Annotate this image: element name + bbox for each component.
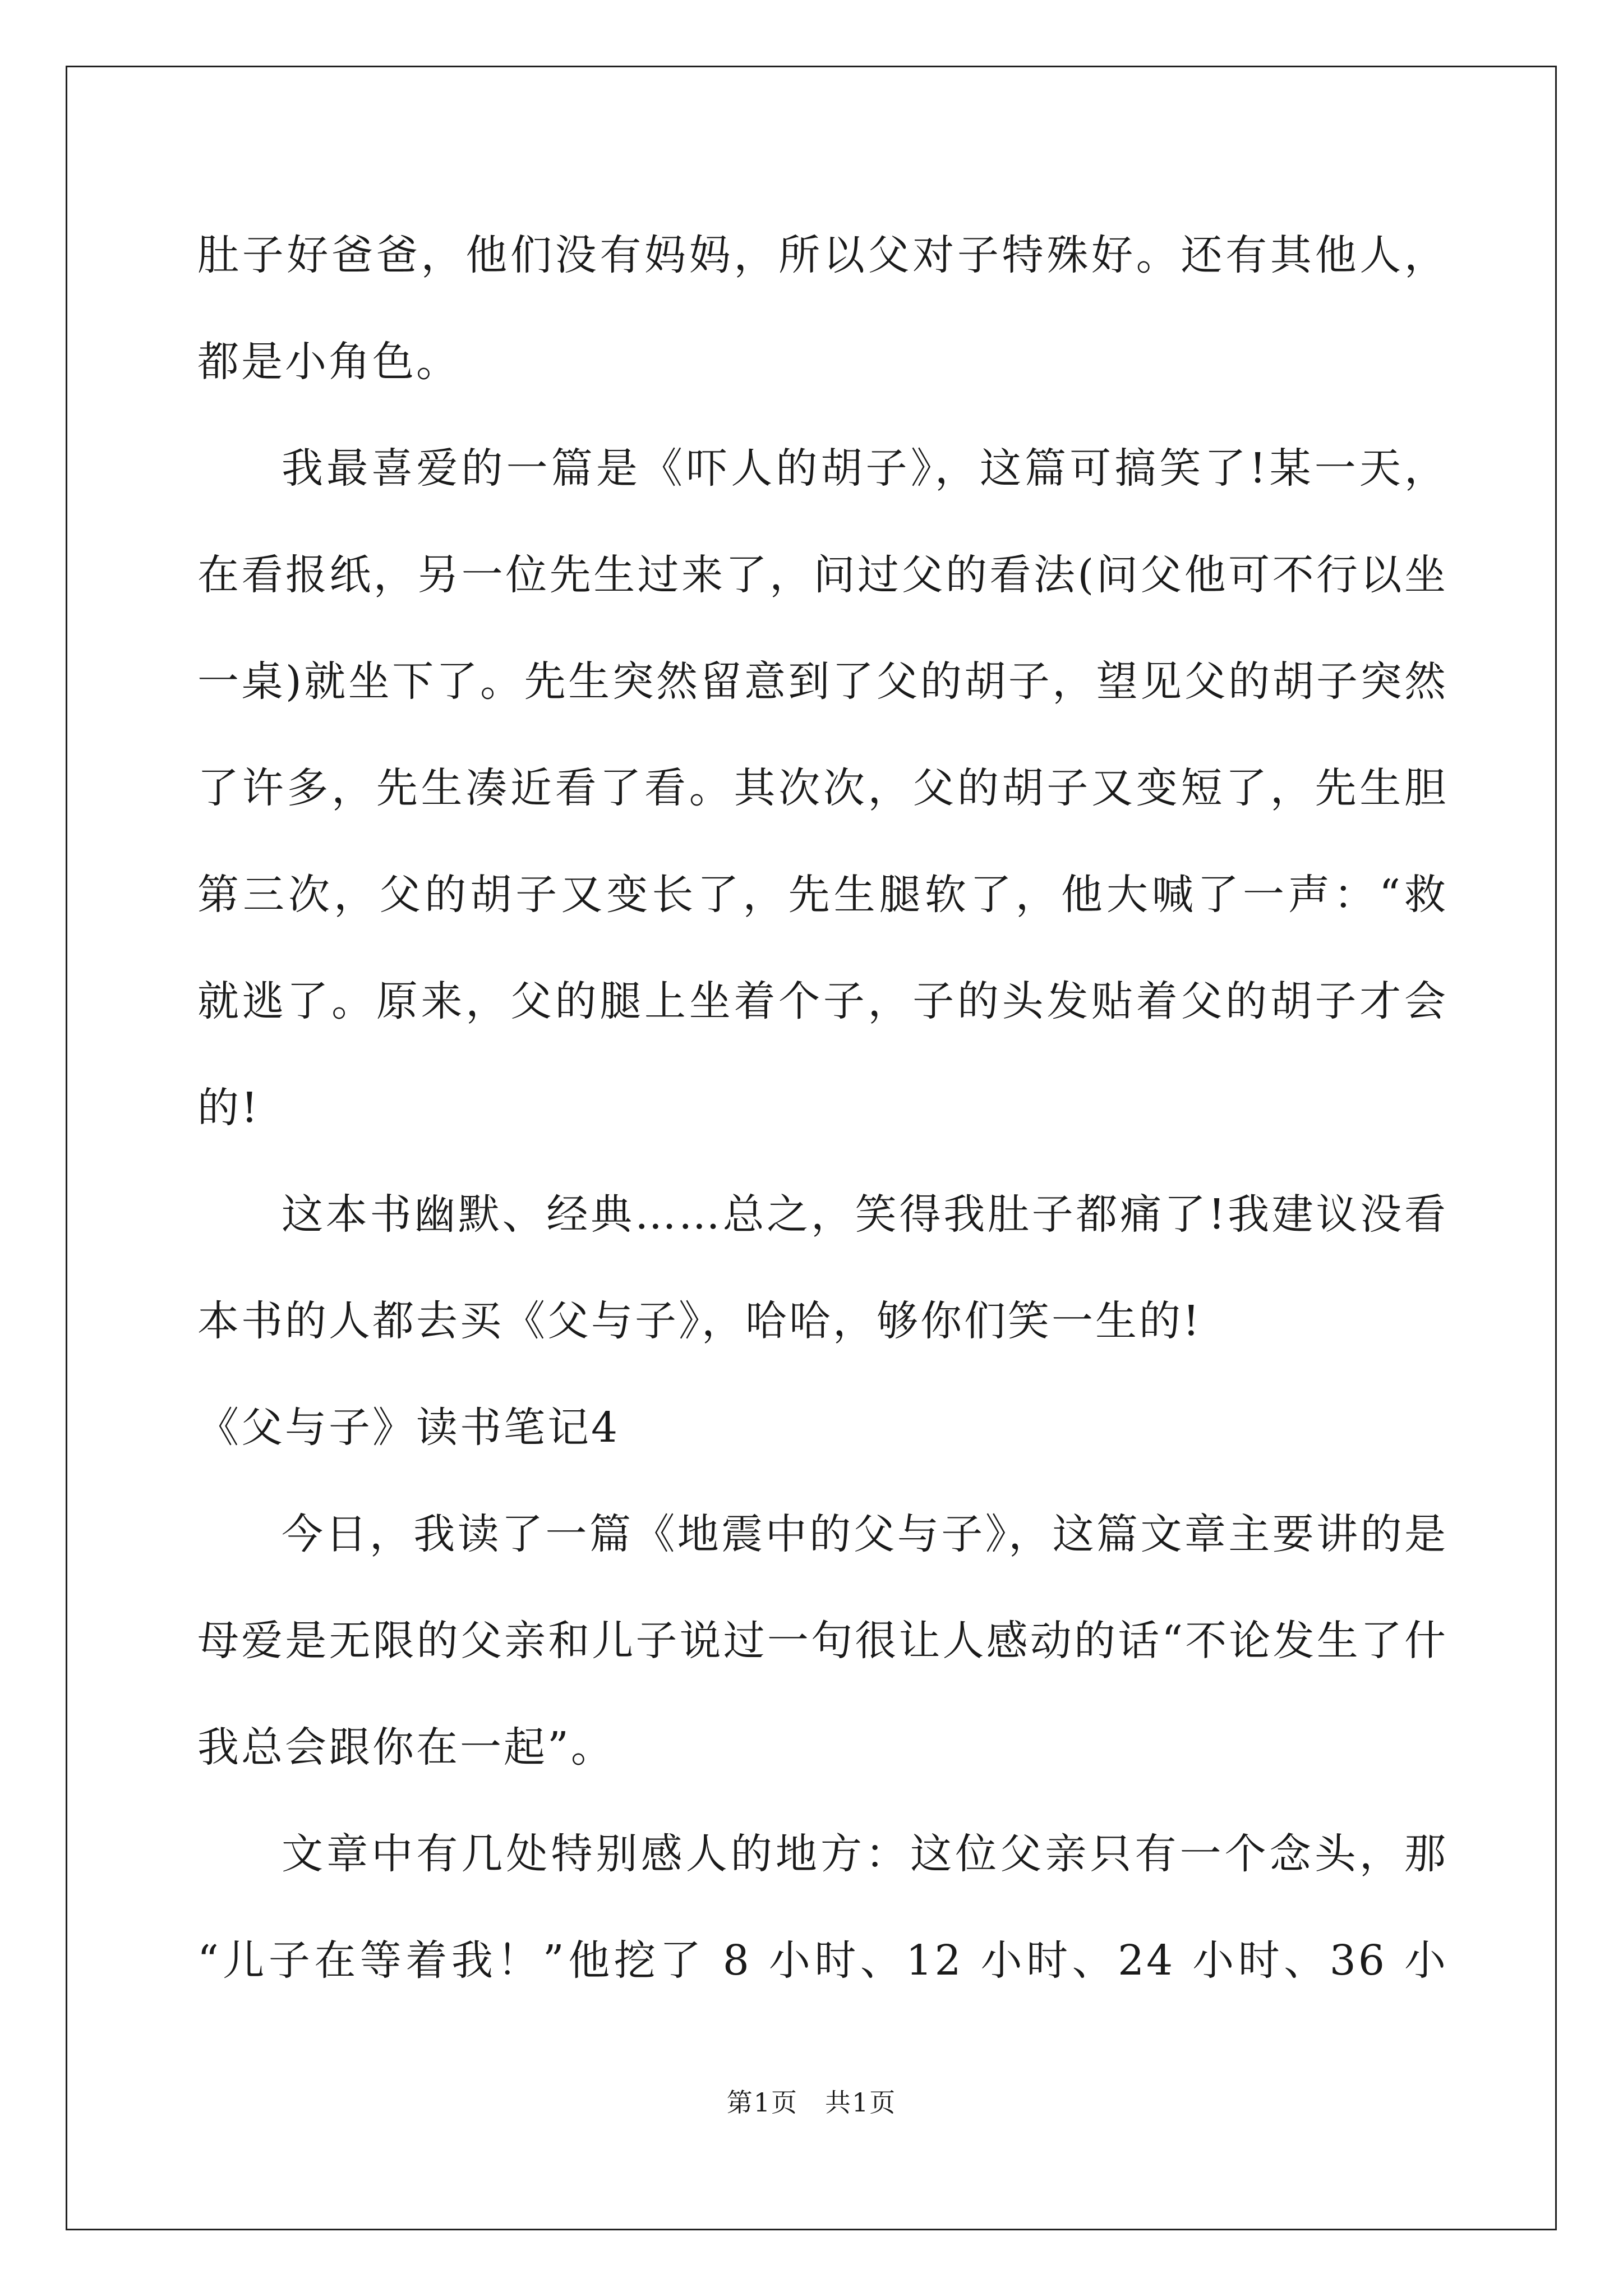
paragraph-start-line: 今日，我读了一篇《地震中的父与子》，这篇文章主要讲的是 [282, 1510, 1448, 1558]
section-heading: 《父与子》读书笔记4 [197, 1404, 620, 1452]
document-body [197, 202, 1448, 2014]
text-line: 我总会跟你在一起”。 [197, 1723, 615, 1772]
text-line: 一桌)就坐下了。先生突然留意到了父的胡子，望见父的胡子突然 [197, 657, 1448, 706]
text-line: 母爱是无限的父亲和儿子说过一句很让人感动的话“不论发生了什 [197, 1617, 1448, 1665]
text-line: 了许多，先生凑近看了看。其次次，父的胡子又变短了，先生胆 [197, 764, 1448, 812]
text-line: 的! [197, 1084, 260, 1132]
text-line: 肚子好爸爸，他们没有妈妈，所以父对子特殊好。还有其他人， [197, 231, 1448, 279]
paragraph-start-line: 我最喜爱的一篇是《吓人的胡子》，这篇可搞笑了!某一天， [282, 444, 1448, 493]
paragraph-start-line: 这本书幽默、经典……总之，笑得我肚子都痛了!我建议没看 [282, 1190, 1448, 1239]
text-line: 就逃了。原来，父的腿上坐着个子，子的头发贴着父的胡子才会 [197, 977, 1448, 1025]
page-number-footer: 第1页 共1页 [726, 2087, 897, 2118]
text-line: 本书的人都去买《父与子》，哈哈，够你们笑一生的! [197, 1297, 1202, 1345]
text-line: “儿子在等着我！”他挖了 8 小时、12 小时、24 小时、36 小 [197, 1936, 1448, 1985]
text-line: 第三次，父的胡子又变长了，先生腿软了，他大喊了一声：“救 [197, 871, 1448, 919]
paragraph-start-line: 文章中有几处特别感人的地方：这位父亲只有一个念头，那 [282, 1830, 1448, 1878]
text-line: 都是小角色。 [197, 338, 460, 386]
text-line: 在看报纸，另一位先生过来了，问过父的看法(问父他可不行以坐 [197, 551, 1448, 599]
